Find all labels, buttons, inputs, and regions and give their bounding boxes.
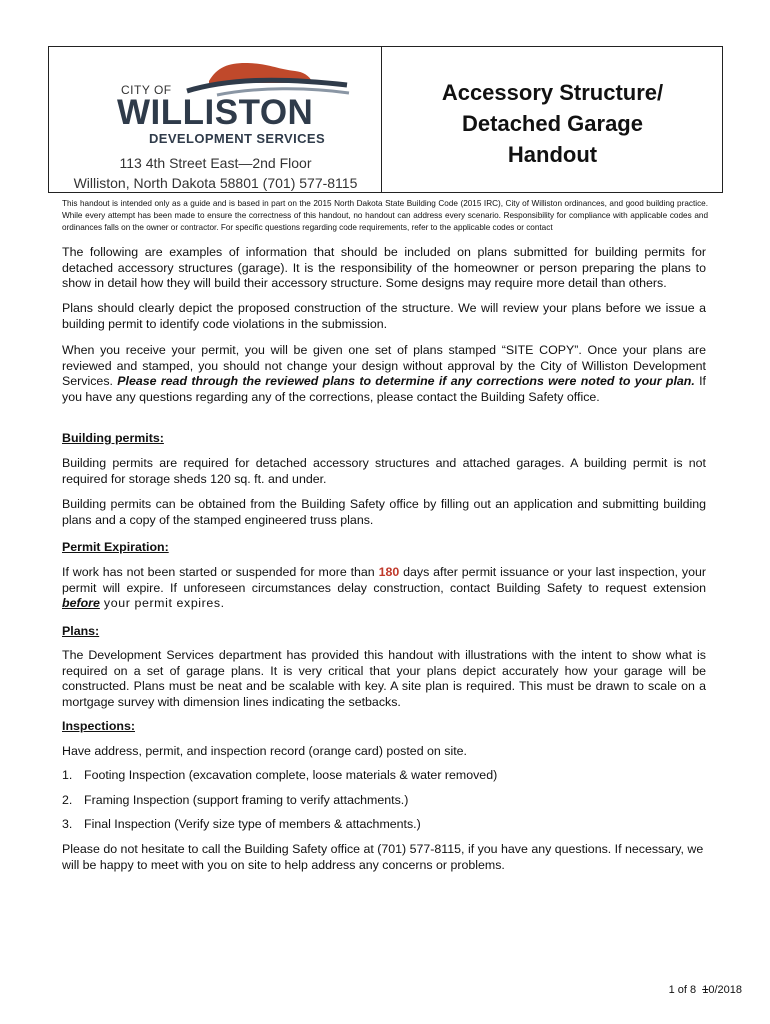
address-line-1: 113 4th Street East—2nd Floor xyxy=(119,155,312,171)
address-line-2: Williston, North Dakota 58801 (701) 577-8115 xyxy=(73,175,358,191)
inspection-item-number: 2. xyxy=(62,793,73,807)
logo-department: DEVELOPMENT SERVICES xyxy=(149,131,326,146)
intro-p3-text-a: When you receive your permit, you will be given one set of plans stamped “SITE COPY”. Once your plans are reviewed and stamped, you should not change your design without approval by the City of Williston Development Services. xyxy=(62,343,706,388)
inspections-heading: Inspections: xyxy=(62,719,135,733)
inspection-item xyxy=(62,768,706,784)
inspection-item-text: Final Inspection (Verify size type of members & attachments.) xyxy=(84,817,421,831)
intro-paragraph-3 xyxy=(62,343,706,405)
page-number: 1 of 8 xyxy=(668,984,697,996)
intro-p3-text-c: If you have any questions regarding any of the corrections, please contact the Building Safety office. xyxy=(62,374,706,404)
intro-paragraph-2: Plans should clearly depict the proposed construction of the structure. We will review your plans before we issue a building permit to identify code violations in the submission. xyxy=(62,301,706,331)
document-title xyxy=(383,77,722,170)
plans-paragraph: The Development Services department has provided this handout with illustrations with the intent to show what is required on a set of garage plans. It is very critical that your plans depict accurately how your garage will be constructed. Plans must be neat and be scalable with key. A site plan is required. This must be drawn to scale on a mortgage survey with dimension lines indicating the setbacks. xyxy=(62,648,706,709)
building-permits-paragraph-1: Building permits are required for detached accessory structures and attached garages. A building permit is not required for storage sheds 120 sq. ft. and under. xyxy=(62,456,706,486)
permit-expiration-paragraph xyxy=(62,565,706,612)
intro-paragraph-1: The following are examples of information that should be included on plans submitted for building permits for detached accessory structures (garage). It is the responsibility of the homeowner or person preparing the plans to show in detail how they will build their accessory structure. Some designs may require more detail than others. xyxy=(62,245,706,290)
logo-city-name: WILLISTON xyxy=(117,93,314,132)
expiration-text-b: days after permit issuance or your last inspection, your permit will expire. If unforeseen circumstances delay construction, contact Building Safety to request extension xyxy=(62,565,706,595)
disclaimer-text: This handout is intended only as a guide and is based in part on the 2015 North Dakota State Building Code (2015 IRC), City of Williston ordinances, and good building practice. While every attempt has been made to ensure the correctness of this handout, no handout can address every scenario. Responsibility for compliance with applicable codes and ordinances falls on the owner or contractor. For specific questions regarding code requirements, refer to the applicable codes or contact xyxy=(62,199,708,232)
expiration-days-value: 180 xyxy=(378,565,400,579)
closing-paragraph: Please do not hesitate to call the Building Safety office at (701) 577-8115, if you have any questions. If necessary, we will be happy to meet with you on site to help address any concerns or problems. xyxy=(62,842,704,872)
title-line-2: Detached Garage xyxy=(462,111,643,136)
inspection-item-text: Footing Inspection (excavation complete, loose materials & water removed) xyxy=(84,768,498,782)
title-line-1: Accessory Structure/ xyxy=(441,80,664,105)
footer-date: 0/2018 xyxy=(708,984,742,996)
permit-expiration-heading: Permit Expiration: xyxy=(62,540,169,554)
inspection-item xyxy=(62,793,706,809)
page-footer xyxy=(669,984,742,996)
inspection-item xyxy=(62,817,706,833)
footer-date-struck: 1 xyxy=(702,984,709,996)
expiration-text-c: your permit expires. xyxy=(99,596,225,610)
logo-city-of: CITY OF xyxy=(121,83,172,97)
plans-heading: Plans: xyxy=(62,624,100,638)
building-permits-heading: Building permits: xyxy=(62,431,164,445)
inspection-item-text: Framing Inspection (support framing to verify attachments.) xyxy=(84,793,409,807)
header-box xyxy=(48,46,723,193)
building-permits-paragraph-2: Building permits can be obtained from the Building Safety office by filling out an application and submitting building plans and a copy of the stamped engineered truss plans. xyxy=(62,497,706,527)
inspection-item-number: 3. xyxy=(62,817,73,831)
expiration-text-a: If work has not been started or suspended for more than xyxy=(62,565,379,579)
header-logo-panel xyxy=(49,47,382,192)
expiration-before-emphasis: before xyxy=(62,596,100,610)
title-line-3: Handout xyxy=(507,142,598,167)
inspections-intro: Have address, permit, and inspection record (orange card) posted on site. xyxy=(62,744,467,758)
intro-p3-emphasis: Please read through the reviewed plans to determine if any corrections were noted to your plan. xyxy=(117,374,695,388)
inspection-item-number: 1. xyxy=(62,768,73,782)
